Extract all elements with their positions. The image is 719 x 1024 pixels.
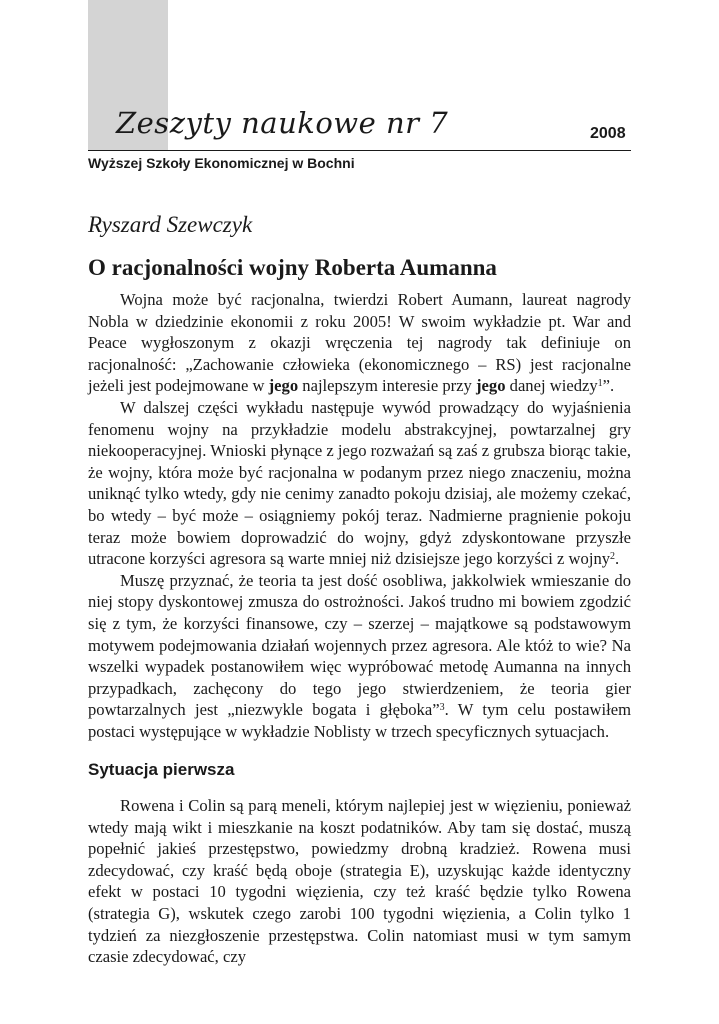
paragraph-1-text-a: Wojna może być racjonalna, twierdzi Robert Aumann, laureat nagrody Nobla w dziedzinie ekonomii z roku 2005! W swoim wykładzie pt. War and Peace wygłoszonym z okazji wręczenia tej nagrody tak definiuje on racjonalność: „Zachowanie człowieka (ekonomicznego – RS) jest racjonalne jeżeli jest podejmowane w bbox=[88, 290, 631, 396]
paragraph-3-text: Muszę przyznać, że teoria ta jest dość osobliwa, jakkolwiek wmieszanie do niej stopy dyskontowej zmusza do ostrożności. Jakoś trudno mi bowiem zgodzić się z tym, że korzyści finansowe, czy – szerzej – majątkowe są podstawowym motywem podejmowania działań wojennych przez agresora. Ale któż to wie? Na wszelki wypadek postanowiłem więc wypróbować metodę Aumanna na innych przypadkach, zachęcony do tego jego stwierdzeniem, że teoria gier powtarzalnych jest „niezwykle bogata i głęboka” bbox=[88, 570, 631, 720]
journal-subtitle: Wyższej Szkoły Ekonomicznej w Bochni bbox=[88, 155, 355, 171]
paragraph-2-end: . bbox=[615, 549, 620, 569]
section-body bbox=[88, 795, 631, 968]
article-title: O racjonalności wojny Roberta Aumanna bbox=[88, 255, 497, 280]
footnote-ref-3[interactable]: 3 bbox=[439, 702, 445, 714]
footnote-ref-1[interactable]: 1 bbox=[597, 378, 603, 390]
paragraph-1-text-e: ”. bbox=[602, 376, 615, 396]
article-body bbox=[88, 289, 631, 742]
paragraph-1-text-c: najlepszym interesie przy bbox=[298, 376, 476, 396]
paragraph-2 bbox=[88, 397, 631, 570]
paragraph-1-text-d: danej wiedzy bbox=[505, 376, 598, 396]
paragraph-2-text: W dalszej części wykładu następuje wywód prowadzący do wyjaśnienia fenomenu wojny na przykładzie modelu abstrakcyjnej, powtarzalnej gry niekooperacyjnej. Wnioski płynące z jego rozważań są zaś z grubsza biorąc takie, że wojny, która może być racjonalna w podanym przez niego znaczeniu, można uniknąć tylko wtedy, gdy nie cenimy zanadto pokoju dzisiaj, ale możemy czekać, bo wtedy – być może – osiągniemy pokój teraz. Nadmierne pragnienie pokoju teraz może bowiem doprowadzić do wojny, gdyż zdyskontowane przyszłe utracone korzyści agresora są warte mniej niż dzisiejsze jego korzyści z wojny bbox=[88, 397, 631, 569]
section-heading: Sytuacja pierwsza bbox=[88, 760, 235, 779]
article-author: Ryszard Szewczyk bbox=[88, 212, 253, 237]
paragraph-3 bbox=[88, 570, 631, 743]
journal-year: 2008 bbox=[590, 125, 626, 142]
section-paragraph: Rowena i Colin są parą meneli, którym najlepiej jest w więzieniu, ponieważ wtedy mają wikt i mieszkanie na koszt podatników. Aby tam się dostać, muszą popełnić jakieś przestępstwo, powiedzmy drobną kradzież. Rowena musi zdecydować, czy kraść będą oboje (strategia E), uzyskując każde identyczny efekt w postaci 10 tygodni więzienia, czy też kraść będzie tylko Rowena (strategia G), wskutek czego zarobi 100 tygodni więzienia, a Colin tylko 1 tydzień za niezgłoszenie przestępstwa. Colin natomiast musi w tym samym czasie zdecydować, czy bbox=[88, 796, 631, 967]
paragraph-1 bbox=[88, 289, 631, 397]
paragraph-3-end: . W tym celu postawiłem postaci występujące w wykładzie Noblisty w trzech specyficznych sytuacjach. bbox=[88, 700, 631, 741]
header-divider bbox=[88, 150, 631, 151]
emphasis-jego-2: jego bbox=[476, 376, 506, 396]
journal-title: Zeszyty naukowe nr 7 bbox=[116, 106, 449, 140]
footnote-ref-2[interactable]: 2 bbox=[610, 551, 616, 563]
emphasis-jego-1: jego bbox=[268, 376, 299, 396]
